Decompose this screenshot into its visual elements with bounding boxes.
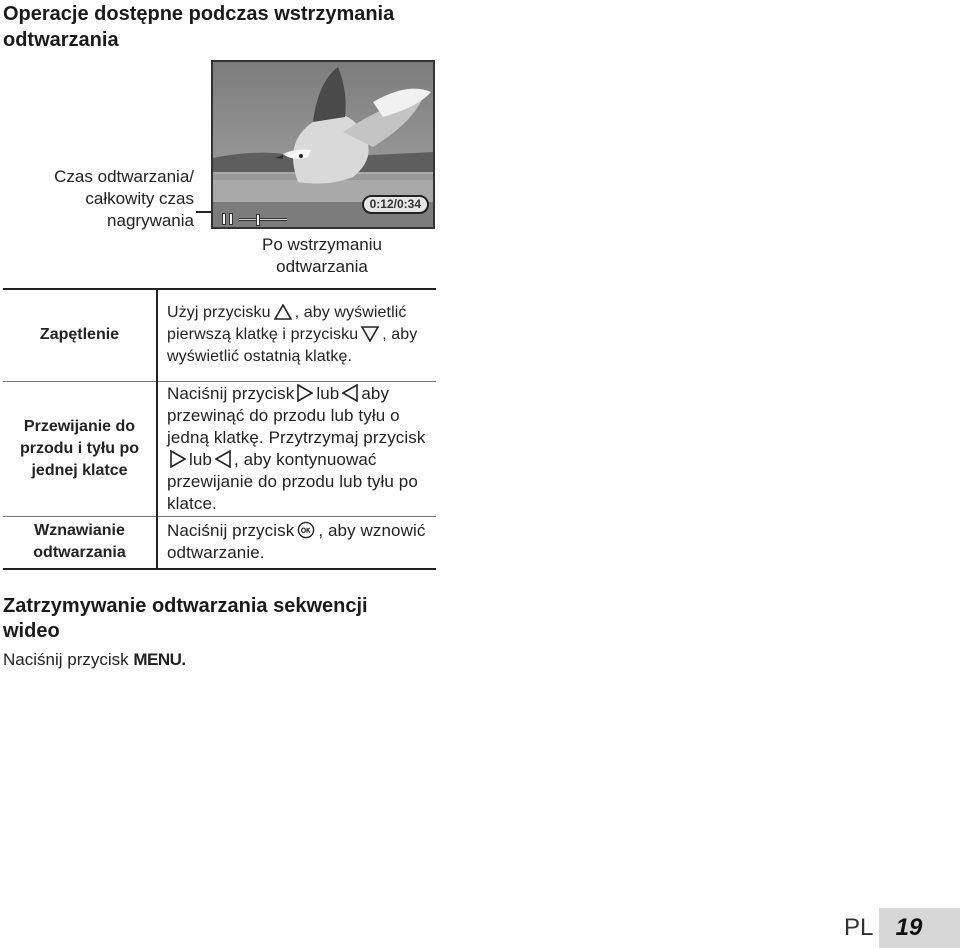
triangle-left-icon	[342, 384, 358, 402]
caption-line-1: Po wstrzymaniu	[262, 235, 382, 254]
callout-line-1: Czas odtwarzania/	[54, 167, 194, 186]
time-display: 0:12/0:34	[362, 195, 429, 214]
camera-screen	[211, 60, 435, 229]
callout-line-2: całkowity czas	[85, 189, 194, 208]
row-desc-frame-step: Naciśnij przycisk lub aby przewinąć do przodu lub tyłu o jedną klatkę. Przytrzymaj przycisklub , aby kontynuować przewijanie do przodu lub tyłu po klatce.	[157, 381, 436, 516]
progress-track	[239, 218, 287, 221]
ok-button-icon	[297, 521, 315, 539]
playback-progress	[221, 212, 283, 226]
pause-icon	[221, 212, 235, 226]
table-row	[3, 381, 436, 516]
page-number: 19	[895, 914, 923, 941]
triangle-up-icon	[274, 304, 292, 320]
row-label-resume: Wznawianie odtwarzania	[3, 516, 157, 569]
section-heading-stop: Zatrzymywanie odtwarzania sekwencji wideo	[3, 595, 368, 642]
progress-knob	[256, 214, 260, 226]
paused-caption	[230, 234, 414, 278]
time-callout	[54, 166, 194, 232]
triangle-right-icon	[297, 384, 313, 402]
language-label: PL	[844, 914, 874, 941]
table-row	[3, 289, 436, 381]
operations-table	[3, 288, 436, 570]
caption-line-2: odtwarzania	[276, 257, 368, 276]
row-label-looping: Zapętlenie	[3, 289, 157, 381]
row-desc-resume: Naciśnij przycisk , aby wznowić odtwarzanie.	[157, 516, 436, 569]
menu-key-label: MENU.	[133, 650, 186, 669]
callout-line-3: nagrywania	[107, 211, 194, 230]
page-number-box	[879, 908, 960, 948]
triangle-down-icon	[361, 326, 379, 342]
triangle-right-icon	[170, 450, 186, 468]
para-text: Naciśnij przycisk	[3, 650, 129, 669]
row-label-frame-step: Przewijanie do przodu i tyłu po jednej klatce	[3, 381, 157, 516]
table-row	[3, 516, 436, 569]
triangle-left-icon	[215, 450, 231, 468]
section-paragraph-stop	[3, 649, 186, 671]
row-desc-looping: Użyj przycisku , aby wyświetlić pierwszą klatkę i przycisku , aby wyświetlić ostatnią klatkę.	[157, 289, 436, 381]
page-title: Operacje dostępne podczas wstrzymania odtwarzania	[3, 3, 395, 51]
